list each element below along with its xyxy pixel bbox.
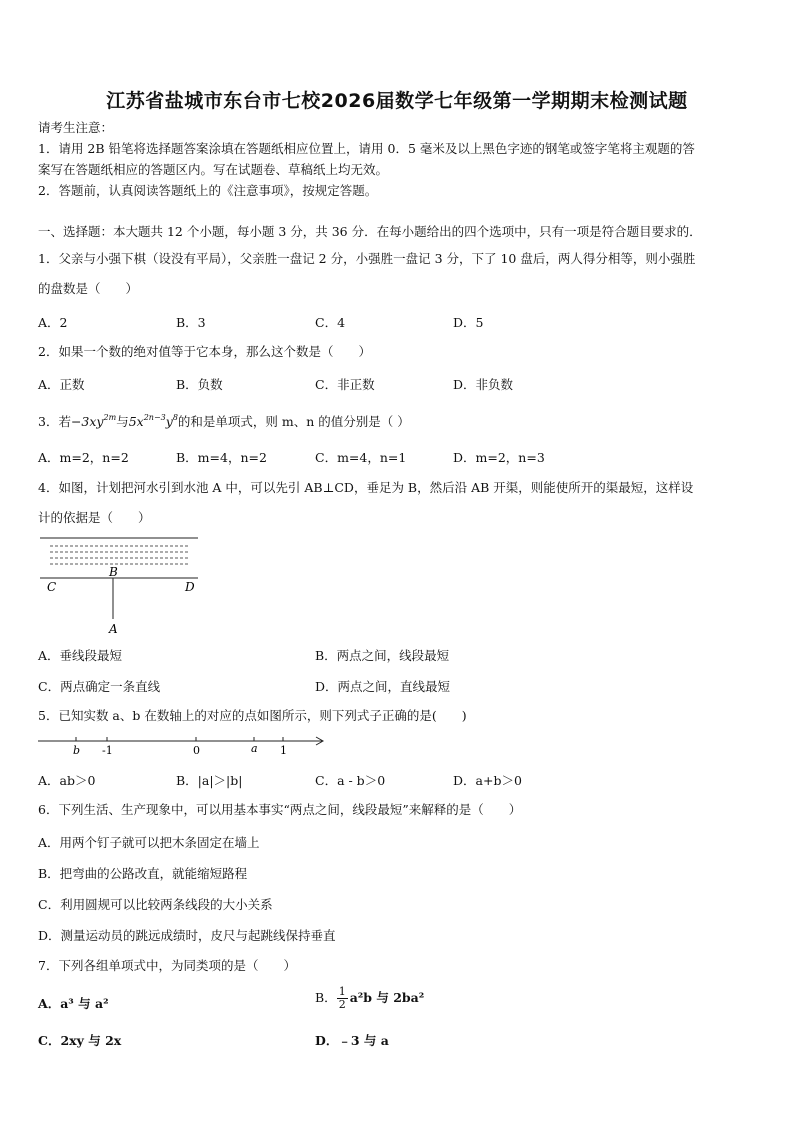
q3-text xyxy=(38,410,410,430)
q3-option-c: C．m=4，n=1 xyxy=(315,450,407,465)
q3-prefix: 3．若 xyxy=(38,414,71,429)
q4-text-line2: 计的依据是（ ） xyxy=(38,510,151,525)
q6-option-d: D．测量运动员的跳远成绩时，皮尺与起跳线保持垂直 xyxy=(38,928,336,943)
q7-option-b-rest: a²b 与 2ba² xyxy=(349,990,425,1005)
river-diagram xyxy=(38,535,200,637)
notice-item-1a: 1．请用 2B 铅笔将选择题答案涂填在答题纸相应位置上，请用 0．5 毫米及以上黑色字迹的钢笔或签字笔将主观题的答 xyxy=(38,141,695,156)
fraction xyxy=(337,986,348,1011)
label-a: a xyxy=(251,742,258,755)
q5-option-c: C．a - b＞0 xyxy=(315,773,386,788)
q5-text: 5．已知实数 a、b 在数轴上的对应的点如图所示，则下列式子正确的是( ) xyxy=(38,708,467,723)
q4-text-line1: 4．如图，计划把河水引到水池 A 中，可以先引 AB⊥CD，垂足为 B，然后沿 AB 开渠，则能使所开的渠最短，这样设 xyxy=(38,480,694,495)
q1-option-d: D．5 xyxy=(453,315,484,330)
label-minus-1: -1 xyxy=(102,744,113,757)
q3-and: 与 xyxy=(116,414,129,429)
q7-option-a: A．a³ 与 a² xyxy=(38,996,109,1011)
q6-option-b: B．把弯曲的公路改直，就能缩短路程 xyxy=(38,866,248,881)
q1-option-c: C．4 xyxy=(315,315,346,330)
q5-option-b: B．|a|＞|b| xyxy=(176,773,243,788)
q4-option-c: C．两点确定一条直线 xyxy=(38,679,161,694)
label-c: C xyxy=(47,580,57,594)
q2-option-a: A．正数 xyxy=(38,377,85,392)
number-line xyxy=(36,730,328,760)
q3-monomial-2-exp2: 8 xyxy=(172,413,178,422)
q1-text-line2: 的盘数是（ ） xyxy=(38,281,139,296)
page-title: 江苏省盐城市东台市七校2026届数学七年级第一学期期末检测试题 xyxy=(106,90,688,112)
q7-option-b-prefix: B． xyxy=(315,990,337,1005)
q1-text-line1: 1．父亲与小强下棋（设没有平局），父亲胜一盘记 2 分，小强胜一盘记 3 分，下了 10 盘后，两人得分相等，则小强胜 xyxy=(38,251,696,266)
q3-option-a: A．m=2，n=2 xyxy=(38,450,129,465)
q1-option-a: A．2 xyxy=(38,315,68,330)
q3-monomial-1: −3xy xyxy=(70,414,104,429)
q6-option-a: A．用两个钉子就可以把木条固定在墙上 xyxy=(38,835,260,850)
q6-text: 6．下列生活、生产现象中，可以用基本事实“两点之间，线段最短”来解释的是（ ） xyxy=(38,802,522,817)
q5-option-d: D．a+b＞0 xyxy=(453,773,522,788)
q7-text: 7．下列各组单项式中，为同类项的是（ ） xyxy=(38,958,296,973)
q6-option-c: C．利用圆规可以比较两条线段的大小关系 xyxy=(38,897,273,912)
label-0: 0 xyxy=(193,744,200,757)
q4-option-d: D．两点之间，直线最短 xyxy=(315,679,451,694)
section-heading: 一、选择题：本大题共 12 个小题，每小题 3 分，共 36 分．在每小题给出的四个选项中，只有一项是符合题目要求的． xyxy=(38,224,702,239)
q7-option-d: D．﹣3 与 a xyxy=(315,1033,389,1048)
label-a: A xyxy=(109,622,118,636)
q3-suffix: 的和是单项式，则 m、n 的值分别是（ ） xyxy=(177,414,410,429)
label-b: b xyxy=(73,744,81,757)
q4-option-b: B．两点之间，线段最短 xyxy=(315,648,450,663)
q3-monomial-2-exp1: 2n−3 xyxy=(143,413,166,422)
q2-option-c: C．非正数 xyxy=(315,377,375,392)
diagram-background xyxy=(38,535,200,637)
label-b: B xyxy=(109,565,118,579)
q3-monomial-2a: 5x xyxy=(128,414,144,429)
q7-option-b xyxy=(315,986,424,1011)
q4-option-a: A．垂线段最短 xyxy=(38,648,123,663)
notice-heading: 请考生注意： xyxy=(38,120,114,135)
q7-option-c: C．2xy 与 2x xyxy=(38,1033,122,1048)
fraction-denominator: 2 xyxy=(338,998,346,1011)
q3-option-b: B．m=4，n=2 xyxy=(176,450,267,465)
label-d: D xyxy=(185,580,195,594)
q3-option-d: D．m=2，n=3 xyxy=(453,450,545,465)
q2-option-d: D．非负数 xyxy=(453,377,514,392)
fraction-numerator: 1 xyxy=(338,985,346,998)
q1-option-b: B．3 xyxy=(176,315,206,330)
q5-option-a: A．ab＞0 xyxy=(38,773,96,788)
q2-option-b: B．负数 xyxy=(176,377,223,392)
q2-text: 2．如果一个数的绝对值等于它本身，那么这个数是（ ） xyxy=(38,344,371,359)
label-1: 1 xyxy=(280,744,287,757)
notice-item-1b: 案写在答题纸相应的答题区内。写在试题卷、草稿纸上均无效。 xyxy=(38,162,389,177)
q3-monomial-1-exp: 2m xyxy=(103,413,117,422)
q3-monomial-2b: y xyxy=(165,414,173,429)
notice-item-2: 2．答题前，认真阅读答题纸上的《注意事项》，按规定答题。 xyxy=(38,183,378,198)
